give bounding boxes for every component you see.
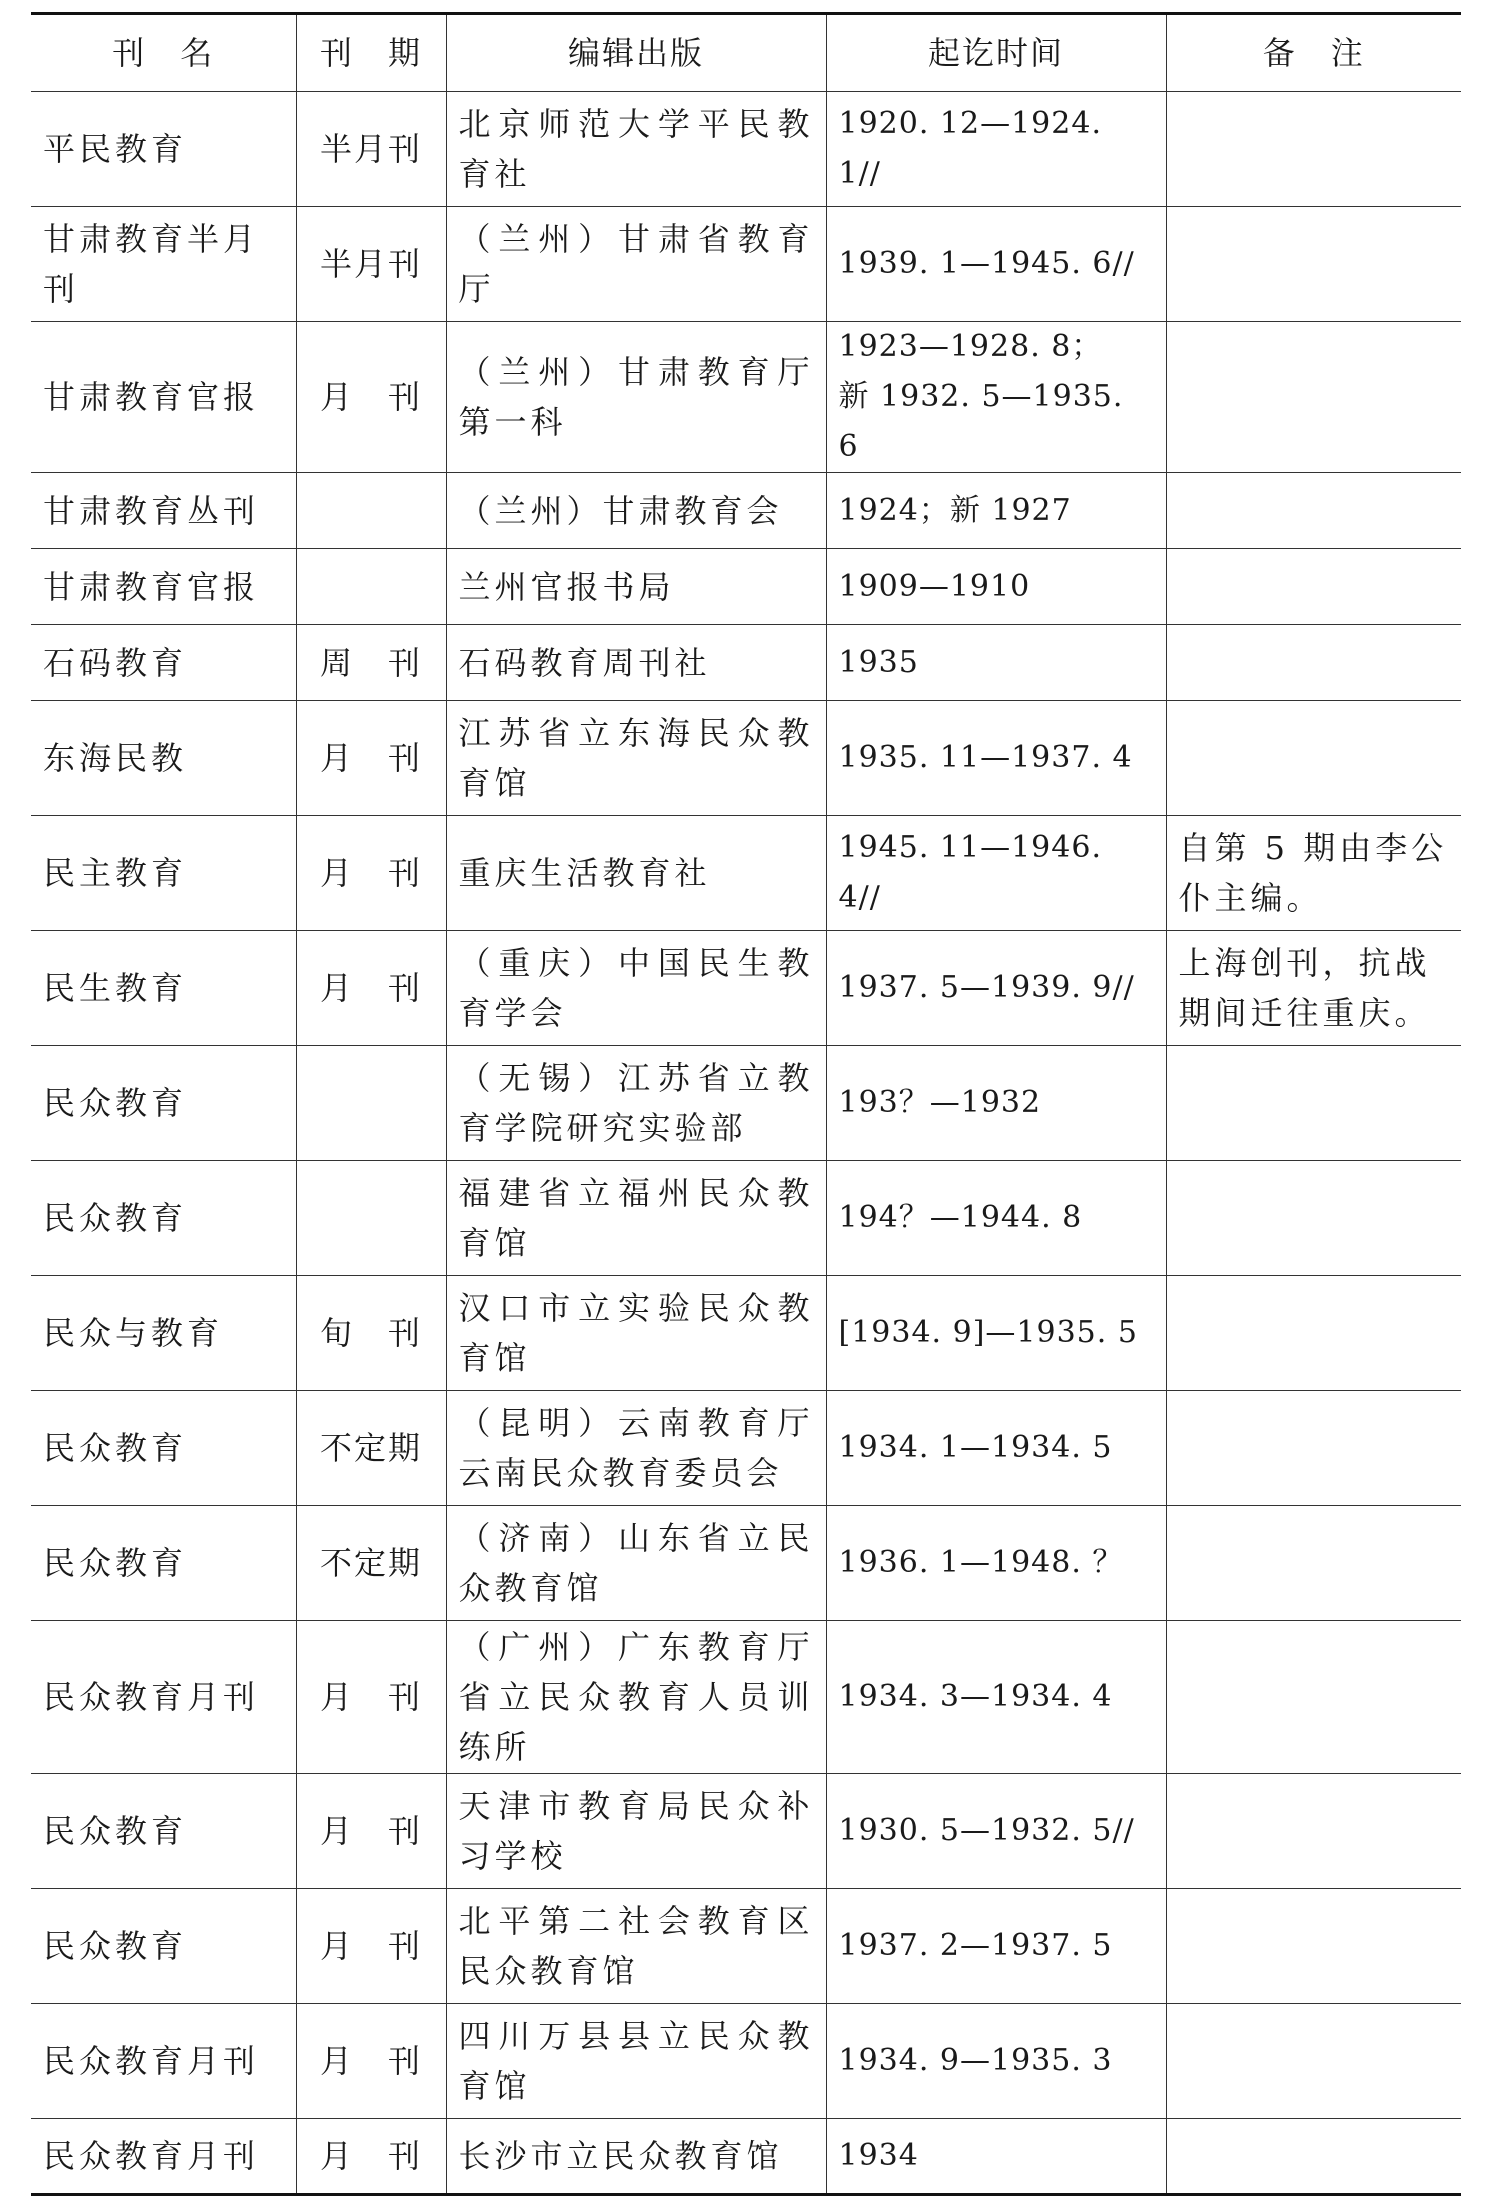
cell-period: 月 刊: [296, 2004, 446, 2119]
cell-publisher: （昆明）云南教育厅云南民众教育委员会: [446, 1391, 826, 1506]
cell-name: 甘肃教育官报: [31, 322, 296, 473]
cell-period: 月 刊: [296, 816, 446, 931]
cell-dates: [826, 1391, 1166, 1506]
table-row: [31, 1161, 1461, 1276]
cell-period: 月 刊: [296, 931, 446, 1046]
cell-dates: [826, 816, 1166, 931]
cell-name: 石码教育: [31, 625, 296, 701]
cell-name: 民主教育: [31, 816, 296, 931]
table-row: [31, 1889, 1461, 2004]
header-dates: 起讫时间: [826, 14, 1166, 92]
cell-publisher: 兰州官报书局: [446, 549, 826, 625]
cell-period: 月 刊: [296, 322, 446, 473]
table-row: [31, 931, 1461, 1046]
cell-dates: [826, 1276, 1166, 1391]
cell-note: [1166, 701, 1461, 816]
cell-note: [1166, 2119, 1461, 2195]
header-period: 刊 期: [296, 14, 446, 92]
cell-name: 民众教育: [31, 1889, 296, 2004]
cell-note: [1166, 322, 1461, 473]
date-line: 1934: [838, 2138, 919, 2173]
table-row: [31, 2119, 1461, 2195]
cell-dates: [826, 207, 1166, 322]
cell-note: [1166, 1391, 1461, 1506]
date-line: 1935: [838, 644, 919, 680]
cell-note: [1166, 207, 1461, 322]
cell-period: 月 刊: [296, 1774, 446, 1889]
cell-dates: [826, 1889, 1166, 2004]
cell-note: [1166, 2004, 1461, 2119]
cell-name: 民众教育: [31, 1774, 296, 1889]
cell-publisher: 天津市教育局民众补习学校: [446, 1774, 826, 1889]
date-line: 1939. 1—1945. 6//: [838, 246, 1135, 281]
table-row: [31, 92, 1461, 207]
cell-name: 民众教育: [31, 1506, 296, 1621]
table-row: [31, 1621, 1461, 1774]
cell-name: 民众教育月刊: [31, 2004, 296, 2119]
cell-name: 民众与教育: [31, 1276, 296, 1391]
cell-note: [1166, 92, 1461, 207]
cell-dates: [826, 2119, 1166, 2195]
table-row: [31, 207, 1461, 322]
cell-note: [1166, 1046, 1461, 1161]
cell-period: 月 刊: [296, 1889, 446, 2004]
cell-name: 民众教育: [31, 1046, 296, 1161]
cell-publisher: （无锡）江苏省立教育学院研究实验部: [446, 1046, 826, 1161]
cell-note: [1166, 1161, 1461, 1276]
cell-period: 月 刊: [296, 701, 446, 816]
date-line: 1924；新 1927: [838, 492, 1072, 528]
cell-dates: [826, 2004, 1166, 2119]
table-row: [31, 625, 1461, 701]
date-line: 1934. 9—1935. 3: [838, 2043, 1113, 2078]
cell-name: 甘肃教育官报: [31, 549, 296, 625]
table-row: [31, 473, 1461, 549]
cell-name: 民众教育月刊: [31, 1621, 296, 1774]
date-line: [1934. 9]—1935. 5: [838, 1315, 1138, 1350]
date-line: 1937. 2—1937. 5: [838, 1928, 1113, 1963]
cell-name: 民生教育: [31, 931, 296, 1046]
cell-note: [1166, 1506, 1461, 1621]
cell-name: 民众教育: [31, 1391, 296, 1506]
date-line: 193？—1932: [838, 1085, 1042, 1120]
cell-period: [296, 549, 446, 625]
cell-period: 不定期: [296, 1506, 446, 1621]
cell-publisher: 江苏省立东海民众教育馆: [446, 701, 826, 816]
cell-note: [1166, 625, 1461, 701]
cell-dates: [826, 701, 1166, 816]
cell-dates: [826, 1046, 1166, 1161]
table-row: [31, 1774, 1461, 1889]
cell-name: 甘肃教育丛刊: [31, 473, 296, 549]
cell-publisher: 重庆生活教育社: [446, 816, 826, 931]
table-row: [31, 1046, 1461, 1161]
cell-name: 民众教育: [31, 1161, 296, 1276]
date-line: 1920. 12—1924. 1//: [838, 106, 1102, 191]
cell-publisher: 北京师范大学平民教育社: [446, 92, 826, 207]
cell-period: 月 刊: [296, 1621, 446, 1774]
cell-period: 周 刊: [296, 625, 446, 701]
date-line: 1945. 11—1946. 4//: [838, 830, 1102, 915]
cell-dates: [826, 1161, 1166, 1276]
cell-publisher: 石码教育周刊社: [446, 625, 826, 701]
cell-publisher: （兰州）甘肃教育会: [446, 473, 826, 549]
cell-publisher: 汉口市立实验民众教育馆: [446, 1276, 826, 1391]
table-row: [31, 1276, 1461, 1391]
header-name: 刊 名: [31, 14, 296, 92]
cell-dates: [826, 931, 1166, 1046]
date-line: 1935. 11—1937. 4: [838, 740, 1133, 775]
header-row: [31, 14, 1461, 92]
table-row: [31, 1506, 1461, 1621]
cell-publisher: （广州）广东教育厅省立民众教育人员训练所: [446, 1621, 826, 1774]
table-row: [31, 549, 1461, 625]
date-line: 1923—1928. 8；: [838, 329, 1103, 364]
cell-period: 旬 刊: [296, 1276, 446, 1391]
cell-dates: [826, 1774, 1166, 1889]
table-body: [31, 92, 1461, 2195]
date-line: 1936. 1—1948. ？: [838, 1545, 1124, 1580]
cell-dates: [826, 1621, 1166, 1774]
cell-dates: [826, 473, 1166, 549]
cell-publisher: 北平第二社会教育区民众教育馆: [446, 1889, 826, 2004]
date-line: 新 1932. 5—1935. 6: [838, 379, 1124, 464]
cell-dates: [826, 625, 1166, 701]
table-row: [31, 701, 1461, 816]
date-line: 1930. 5—1932. 5//: [838, 1813, 1135, 1848]
table-row: [31, 322, 1461, 473]
date-line: 1909—1910: [838, 568, 1031, 604]
cell-name: 甘肃教育半月刊: [31, 207, 296, 322]
header-publisher: 编辑出版: [446, 14, 826, 92]
cell-period: [296, 1046, 446, 1161]
table-row: [31, 816, 1461, 931]
date-line: 1934. 3—1934. 4: [838, 1679, 1113, 1714]
cell-publisher: （兰州）甘肃教育厅第一科: [446, 322, 826, 473]
date-line: 1934. 1—1934. 5: [838, 1430, 1113, 1465]
date-line: 194？—1944. 8: [838, 1200, 1083, 1235]
header-note: 备 注: [1166, 14, 1461, 92]
cell-note: [1166, 473, 1461, 549]
cell-publisher: 四川万县县立民众教育馆: [446, 2004, 826, 2119]
cell-note: [1166, 1621, 1461, 1774]
cell-publisher: （重庆）中国民生教育学会: [446, 931, 826, 1046]
cell-publisher: （兰州）甘肃省教育厅: [446, 207, 826, 322]
table-row: [31, 1391, 1461, 1506]
cell-period: 半月刊: [296, 207, 446, 322]
table-header: [31, 14, 1461, 92]
cell-publisher: 福建省立福州民众教育馆: [446, 1161, 826, 1276]
cell-period: 月 刊: [296, 2119, 446, 2195]
cell-note: [1166, 1889, 1461, 2004]
cell-name: 民众教育月刊: [31, 2119, 296, 2195]
cell-period: 半月刊: [296, 92, 446, 207]
cell-note: 上海创刊，抗战期间迁往重庆。: [1166, 931, 1461, 1046]
date-line: 1937. 5—1939. 9//: [838, 970, 1135, 1005]
table-row: [31, 2004, 1461, 2119]
cell-name: 平民教育: [31, 92, 296, 207]
cell-name: 东海民教: [31, 701, 296, 816]
periodicals-table: [31, 12, 1461, 2196]
cell-note: [1166, 549, 1461, 625]
cell-note: [1166, 1276, 1461, 1391]
cell-period: 不定期: [296, 1391, 446, 1506]
cell-period: [296, 473, 446, 549]
cell-dates: [826, 92, 1166, 207]
cell-publisher: （济南）山东省立民众教育馆: [446, 1506, 826, 1621]
cell-publisher: 长沙市立民众教育馆: [446, 2119, 826, 2195]
cell-dates: [826, 322, 1166, 473]
cell-period: [296, 1161, 446, 1276]
cell-note: 自第 5 期由李公仆主编。: [1166, 816, 1461, 931]
cell-dates: [826, 1506, 1166, 1621]
cell-dates: [826, 549, 1166, 625]
cell-note: [1166, 1774, 1461, 1889]
